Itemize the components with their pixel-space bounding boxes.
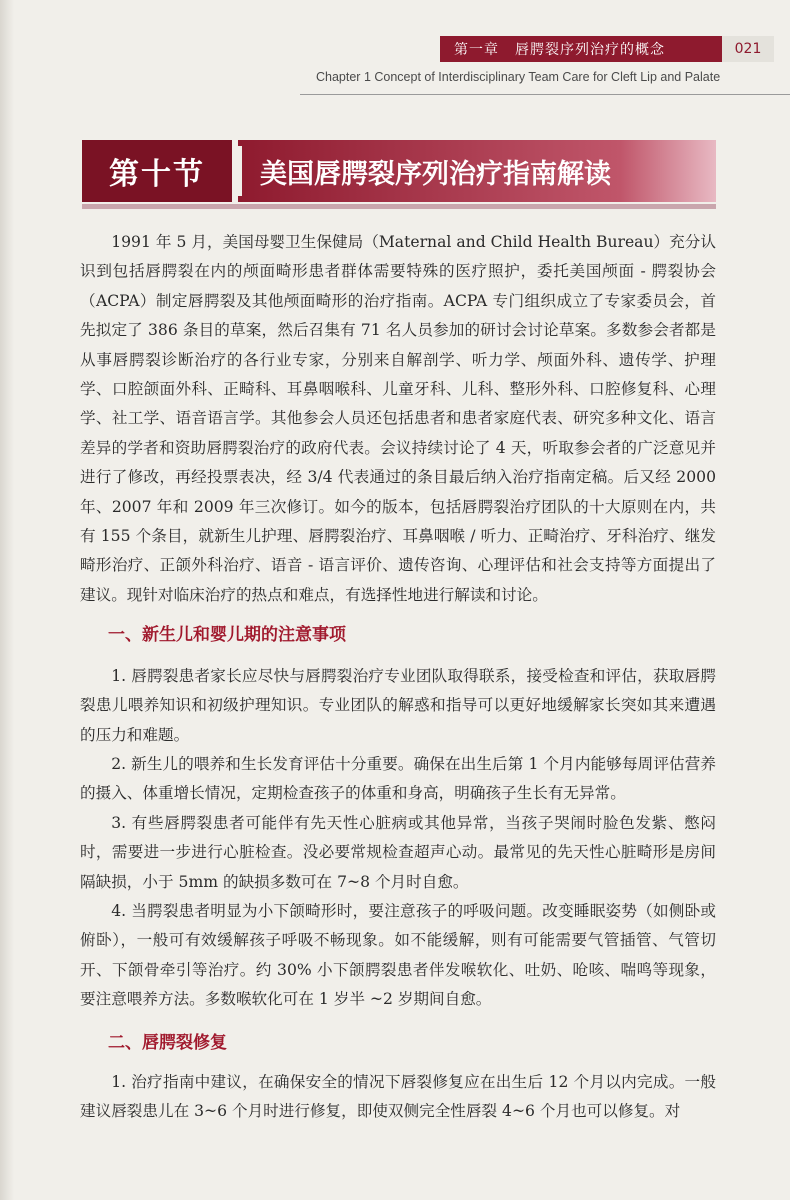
intro-paragraph: 1991 年 5 月，美国母婴卫生保健局（Maternal and Child Health Bureau）充分认识到包括唇腭裂在内的颅面畸形患者群体需要特殊的医疗照护，委托美国颅面 - 腭裂协会（ACPA）制定唇腭裂及其他颅面畸形的治疗指南。ACPA 专门组织成立了专家委员会，首先拟定了 386 条目的草案，然后召集有 71 名人员参加的研讨会讨论草案。多数参会者都是从事唇腭裂诊断治疗的各行业专家，分别来自解剖学、听力学、颅面外科、遗传学、护理学、口腔颌面外科、正畸科、耳鼻咽喉科、儿童牙科、儿科、整形外科、口腔修复科、心理学、社工学、语音语言学。其他参会人员还包括患者和患者家庭代表、研究多种文化、语言差异的学者和资助唇腭裂治疗的政府代表。会议持续讨论了 4 天，听取参会者的广泛意见并进行了修改，再经投票表决，经 3/4 代表通过的条目最后纳入治疗指南定稿。后又经 2000 年、2007 年和 2009 年三次修订。如今的版本，包括唇腭裂治疗团队的十大原则在内，共有 155 个条目，就新生儿护理、唇腭裂治疗、耳鼻咽喉 / 听力、正畸治疗、牙科治疗、继发畸形治疗、正颌外科治疗、语音 - 语言评价、遗传咨询、心理评估和社会支持等方面提出了建议。现针对临床治疗的热点和难点，有选择性地进行解读和讨论。 bbox=[80, 233, 716, 604]
part1-heading: 一、新生儿和婴儿期的注意事项 bbox=[108, 625, 346, 646]
section-banner bbox=[82, 140, 716, 202]
section-title: 美国唇腭裂序列治疗指南解读 bbox=[238, 140, 716, 202]
part1-item-1: 1. 唇腭裂患者家长应尽快与唇腭裂治疗专业团队取得联系，接受检查和评估，获取唇腭裂患儿喂养知识和初级护理知识。专业团队的解惑和指导可以更好地缓解家长突如其来遭遇的压力和难题。 bbox=[80, 666, 716, 744]
page-number: 021 bbox=[722, 36, 774, 62]
chapter-title: 唇腭裂序列治疗的概念 bbox=[515, 42, 665, 58]
page-gutter-shadow bbox=[0, 0, 14, 1200]
section-underline bbox=[82, 204, 716, 209]
chapter-label: 第一章 bbox=[454, 42, 499, 58]
part2-item-1: 1. 治疗指南中建议，在确保安全的情况下唇裂修复应在出生后 12 个月以内完成。一般建议唇裂患儿在 3~6 个月时进行修复，即使双侧完全性唇裂 4~6 个月也可以修复。对 bbox=[80, 1072, 716, 1121]
part1-item-2: 2. 新生儿的喂养和生长发育评估十分重要。确保在出生后第 1 个月内能够每周评估营养的摄入、体重增长情况，定期检查孩子的体重和身高，明确孩子生长有无异常。 bbox=[80, 754, 716, 803]
section-number: 第十节 bbox=[82, 140, 232, 202]
chapter-english-title: Chapter 1 Concept of Interdisciplinary Team Care for Cleft Lip and Palate bbox=[316, 70, 721, 84]
part1-item-3: 3. 有些唇腭裂患者可能伴有先天性心脏病或其他异常，当孩子哭闹时脸色发紫、憋闷时，需要进一步进行心脏检查。没必要常规检查超声心动。最常见的先天性心脏畸形是房间隔缺损，小于 5mm 的缺损多数可在 7~8 个月时自愈。 bbox=[80, 813, 716, 891]
part2-heading: 二、唇腭裂修复 bbox=[108, 1032, 227, 1053]
running-header bbox=[440, 36, 722, 62]
header-rule bbox=[300, 94, 790, 95]
part1-item-4: 4. 当腭裂患者明显为小下颌畸形时，要注意孩子的呼吸问题。改变睡眠姿势（如侧卧或俯卧），一般可有效缓解孩子呼吸不畅现象。如不能缓解，则有可能需要气管插管、气管切开、下颌骨牵引等治疗。约 30% 小下颌腭裂患者伴发喉软化、吐奶、呛咳、喘鸣等现象，要注意喂养方法。多数喉软化可在 1 岁半 ~2 岁期间自愈。 bbox=[80, 901, 716, 1009]
body-text bbox=[80, 228, 716, 1127]
